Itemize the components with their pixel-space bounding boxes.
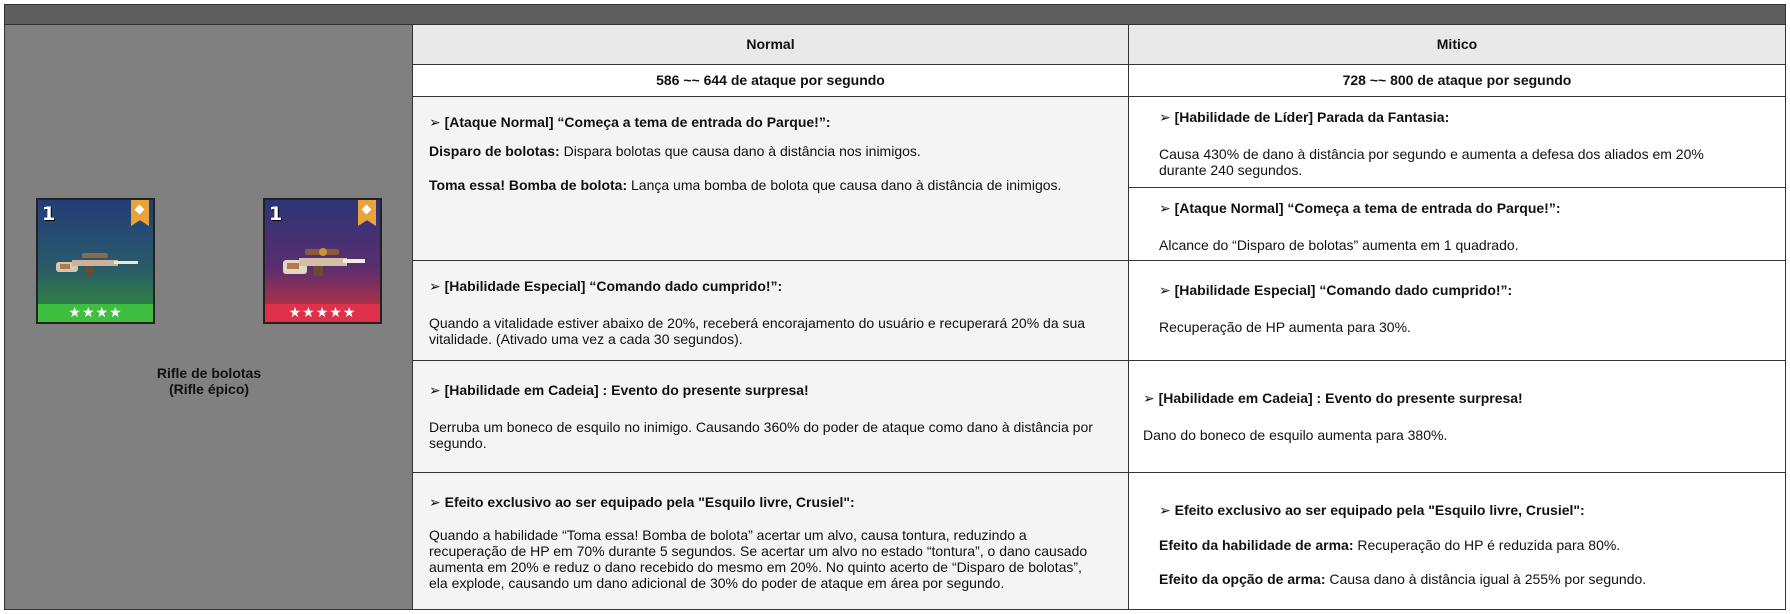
weapon-panel bbox=[5, 25, 413, 609]
level-badge: 1 bbox=[42, 203, 56, 225]
level-badge: 1 bbox=[269, 203, 283, 225]
column-header-mitico: Mitico bbox=[1129, 25, 1785, 65]
normal-attack-cell bbox=[1129, 188, 1785, 261]
skill-title: ➢ [Habilidade em Cadeia] : Evento do presente surpresa! bbox=[429, 382, 809, 399]
leader-skill-cell bbox=[1129, 97, 1785, 188]
skill-text: Recuperação de HP aumenta para 30%. bbox=[1159, 319, 1411, 335]
comparison-grid bbox=[413, 25, 1785, 609]
weapon-icon-mitico bbox=[263, 198, 382, 324]
skill-line: Toma essa! Bomba de bolota: Lança uma bomba de bolota que causa dano à distância de inimigos. bbox=[429, 177, 1062, 193]
rifle-icon bbox=[279, 244, 367, 284]
skill-title: ➢ Efeito exclusivo ao ser equipado pela "Esquilo livre, Crusiel": bbox=[1159, 502, 1585, 519]
skill-title: ➢ [Habilidade Especial] “Comando dado cumprido!”: bbox=[1159, 282, 1513, 299]
skill-title: ➢ [Ataque Normal] “Começa a tema de entrada do Parque!”: bbox=[1159, 200, 1561, 217]
column-normal bbox=[413, 25, 1129, 609]
skill-title: ➢ [Habilidade de Líder] Parada da Fantasia: bbox=[1159, 109, 1450, 126]
exclusive-effect-cell bbox=[1129, 473, 1785, 609]
skill-line: Disparo de bolotas: Dispara bolotas que causa dano à distância nos inimigos. bbox=[429, 143, 921, 159]
star-rating: ★★★★★ bbox=[265, 304, 380, 322]
skill-title: ➢ Efeito exclusivo ao ser equipado pela "Esquilo livre, Crusiel": bbox=[429, 494, 855, 511]
attack-value-normal: 586 ~~ 644 de ataque por segundo bbox=[413, 65, 1128, 97]
weapon-name-line2: (Rifle épico) bbox=[168, 381, 250, 397]
skill-line: Efeito da habilidade de arma: Recuperação do HP é reduzida para 80%. bbox=[1159, 537, 1621, 553]
chain-skill-cell bbox=[1129, 361, 1785, 473]
skill-title: ➢ [Habilidade Especial] “Comando dado cumprido!”: bbox=[429, 278, 783, 295]
table-top-bar bbox=[5, 5, 1785, 25]
weapon-name bbox=[5, 365, 413, 397]
skill-title: ➢ [Ataque Normal] “Começa a tema de entrada do Parque!”: bbox=[429, 114, 831, 131]
skill-title: ➢ [Habilidade em Cadeia] : Evento do presente surpresa! bbox=[1143, 390, 1523, 407]
exclusive-effect-cell bbox=[413, 473, 1128, 609]
chain-skill-cell bbox=[413, 361, 1128, 473]
special-skill-cell bbox=[1129, 261, 1785, 361]
column-mitico bbox=[1129, 25, 1785, 609]
weapon-name-line1: Rifle de bolotas bbox=[156, 365, 262, 381]
skill-text: Derruba um boneco de esquilo no inimigo. Causando 360% do poder de ataque como dano à distância por segundo. bbox=[429, 419, 1093, 451]
skill-line: Efeito da opção de arma: Causa dano à distância igual à 255% por segundo. bbox=[1159, 571, 1647, 587]
skill-text: Quando a habilidade “Toma essa! Bomba de bolota” acertar um alvo, causa tontura, reduzindo a recuperação de HP em 70% durante 5 segundos. Se acertar um alvo no estado “tontura”, o dano causado aumenta em 20% e reduz o dano recebido do mesmo em 20%. No quinto acerto de “Disparo de bolotas”, ela explode, causando um dano adicional de 30% do poder de ataque em área por segundo. bbox=[429, 527, 1088, 591]
skill-text: Causa 430% de dano à distância por segundo e aumenta a defesa dos aliados em 20% durante 240 segundos. bbox=[1159, 146, 1704, 178]
skill-text: Dano do boneco de esquilo aumenta para 380%. bbox=[1143, 427, 1448, 443]
weapon-comparison-table bbox=[4, 4, 1786, 610]
skill-text: Alcance do “Disparo de bolotas” aumenta em 1 quadrado. bbox=[1159, 237, 1519, 253]
attack-value-mitico: 728 ~~ 800 de ataque por segundo bbox=[1129, 65, 1785, 97]
special-skill-cell bbox=[413, 261, 1128, 361]
normal-attack-cell bbox=[413, 97, 1128, 261]
star-rating: ★★★★ bbox=[38, 304, 153, 322]
column-header-normal: Normal bbox=[413, 25, 1128, 65]
weapon-icon-normal bbox=[36, 198, 155, 324]
rifle-icon bbox=[52, 244, 140, 284]
skill-text: Quando a vitalidade estiver abaixo de 20%, receberá encorajamento do usuário e recuperará 20% da sua vitalidade. (Ativado uma vez a cada 30 segundos). bbox=[429, 315, 1086, 347]
